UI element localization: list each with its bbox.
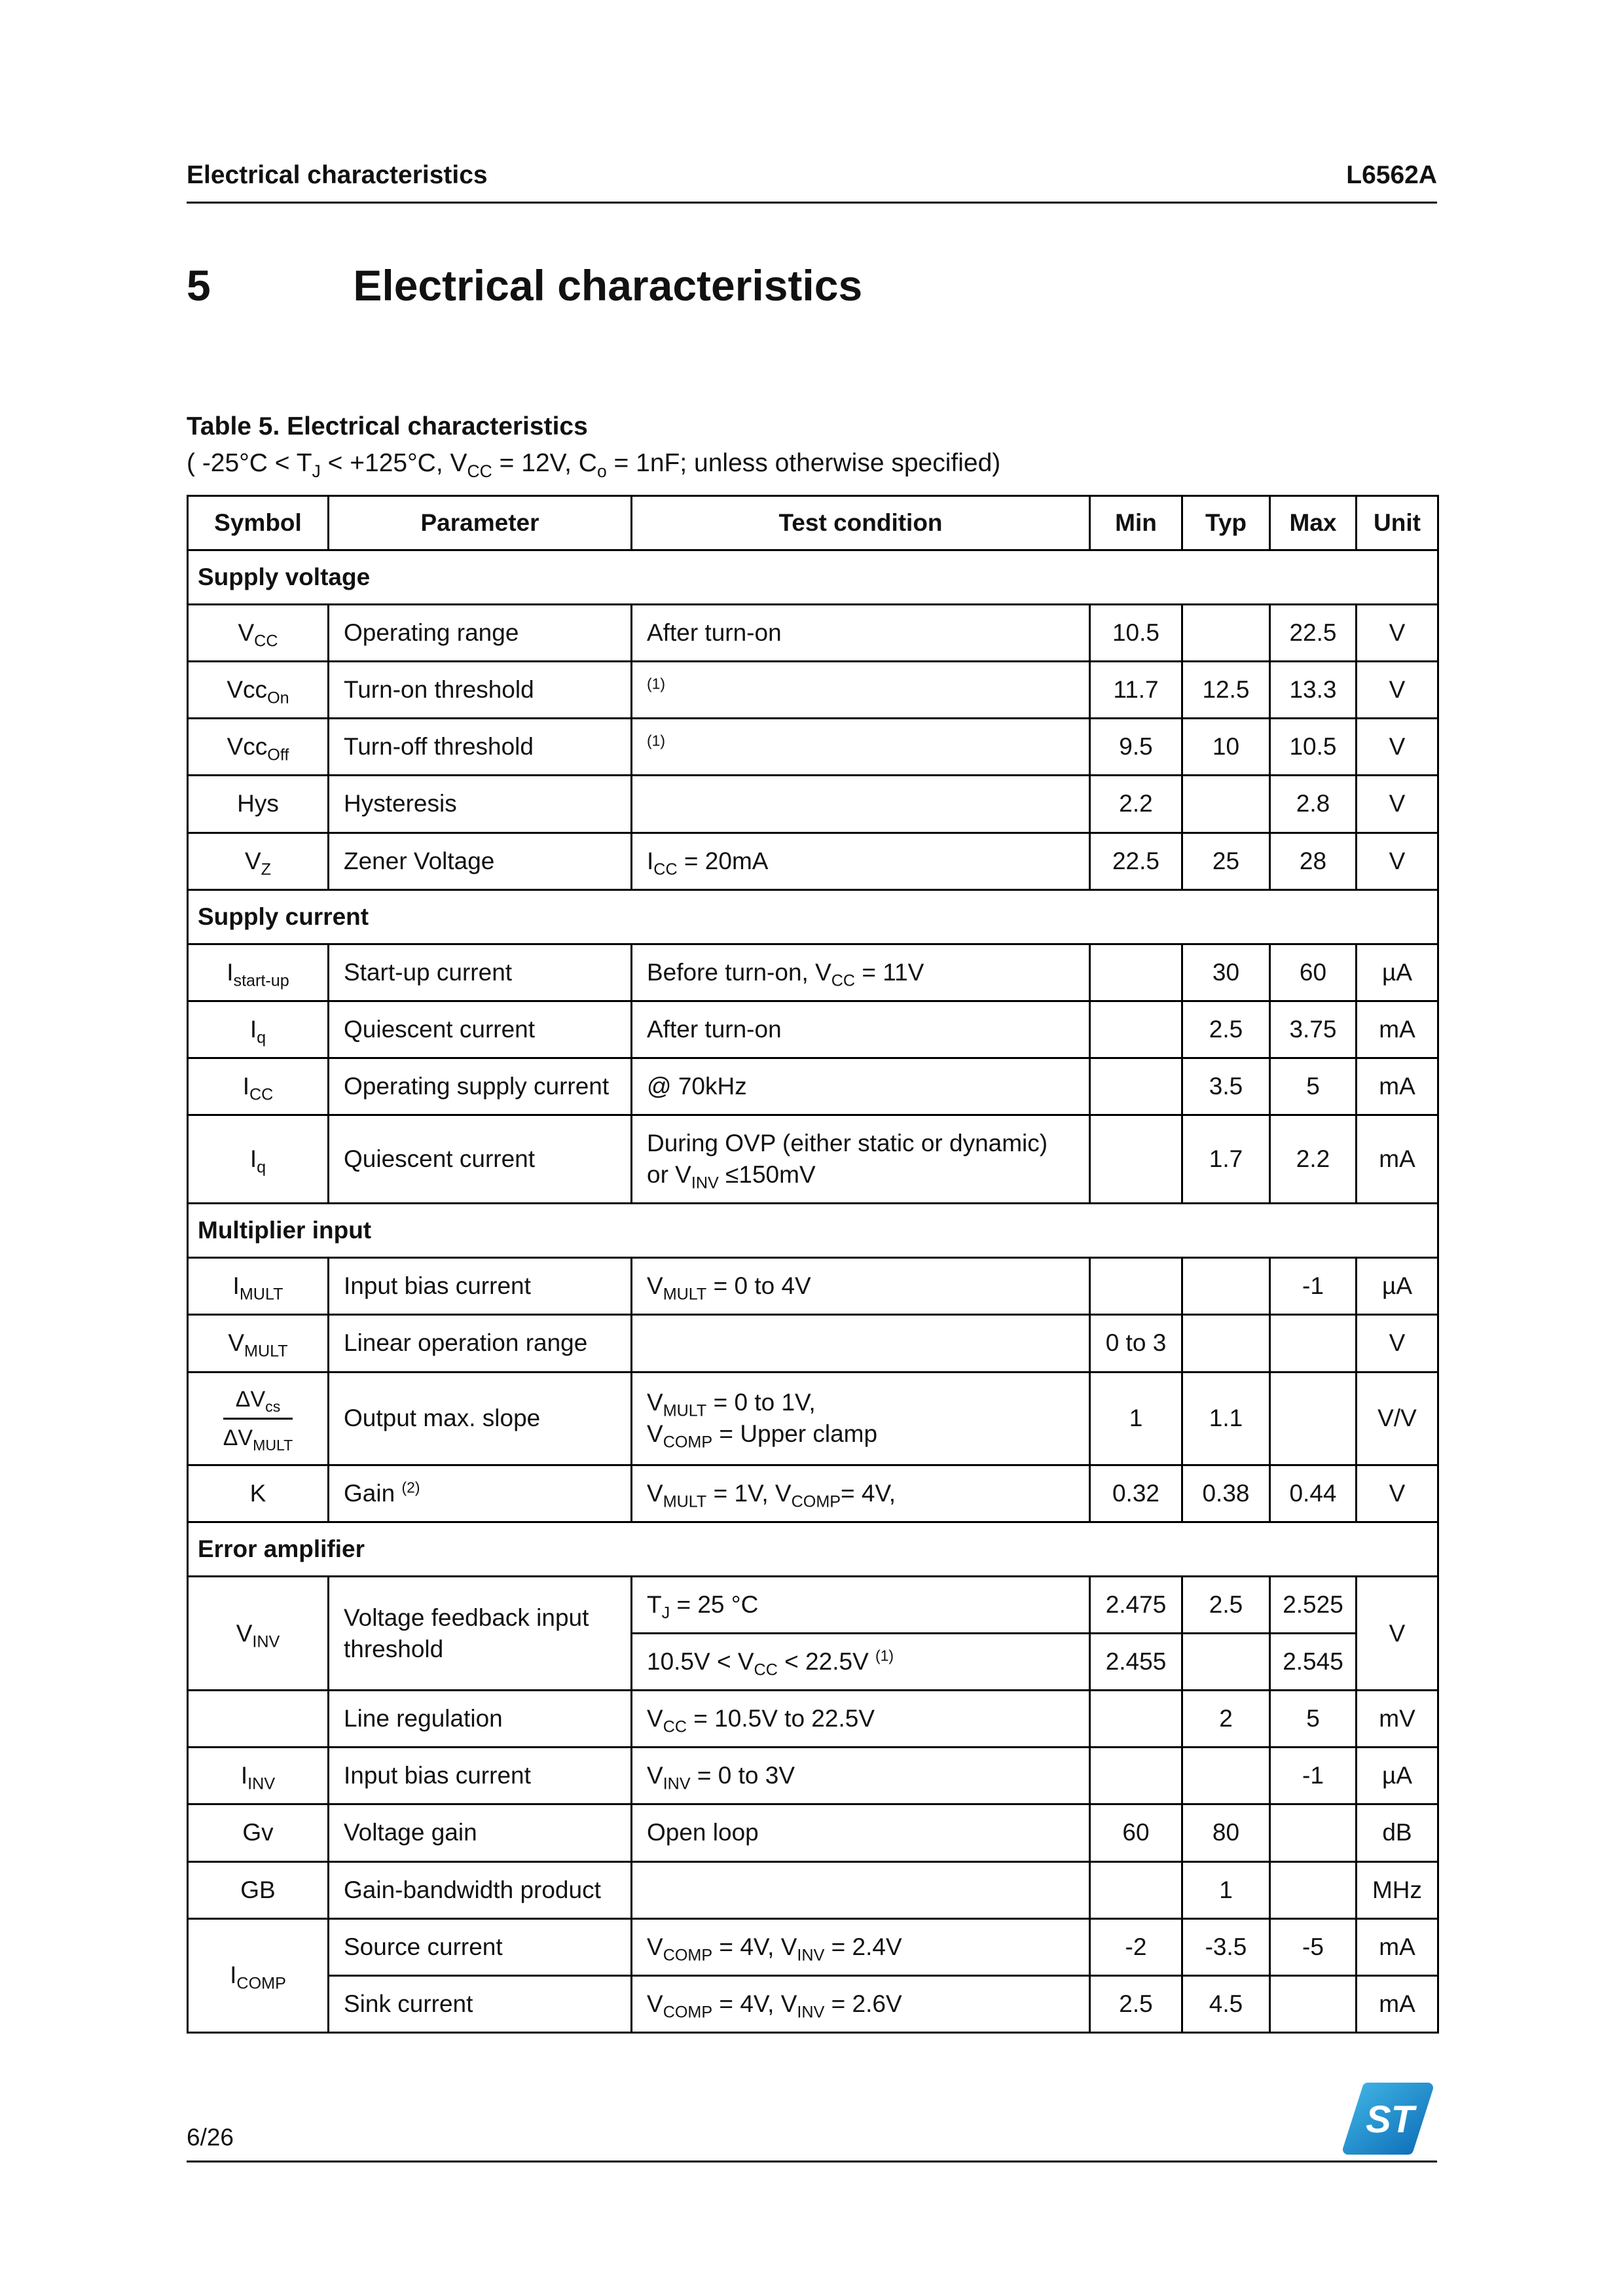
table-cell: [1090, 1748, 1182, 1804]
table-cell: Hys: [188, 776, 329, 833]
table-cell: 2.475: [1090, 1577, 1182, 1634]
table-cell: [1270, 1804, 1357, 1861]
table-cell: Sink current: [329, 1975, 632, 2032]
table-cell: 10: [1182, 719, 1270, 776]
section-title: Supply current: [188, 889, 1438, 944]
table-cell: [632, 1315, 1090, 1372]
table-cell: V/V: [1357, 1372, 1438, 1465]
table-caption: Table 5. Electrical characteristics: [187, 412, 588, 440]
table-cell: Open loop: [632, 1804, 1090, 1861]
table-cell: 80: [1182, 1804, 1270, 1861]
table-cell: [632, 1861, 1090, 1918]
table-row: [188, 1258, 1438, 1315]
table-cell: 4.5: [1182, 1975, 1270, 2032]
table-cell: 1.7: [1182, 1115, 1270, 1204]
page-number: 6/26: [187, 2124, 234, 2151]
table-row: [188, 944, 1438, 1001]
st-logo: [1339, 2082, 1437, 2155]
table-cell: $V_{CC}$: [188, 605, 329, 662]
header-row: [188, 496, 1438, 550]
table-cell: 30: [1182, 944, 1270, 1001]
table-cell: mA: [1357, 1001, 1438, 1058]
table-cell: [1270, 1861, 1357, 1918]
page-footer: [187, 2073, 1437, 2162]
column-header: Max: [1270, 496, 1357, 550]
table-cell: Line regulation: [329, 1691, 632, 1748]
table-cell: Turn-on threshold: [329, 662, 632, 719]
table-cell: [188, 1372, 329, 1465]
column-header: Parameter: [329, 496, 632, 550]
table-cell: 10.5: [1090, 605, 1182, 662]
table-cell: $I_q$: [188, 1001, 329, 1058]
table-cell: 12.5: [1182, 662, 1270, 719]
table-row: [188, 776, 1438, 833]
table-cell: [1270, 1315, 1357, 1372]
table-cell: $I_q$: [188, 1115, 329, 1204]
section-title: Supply voltage: [188, 550, 1438, 605]
table-cell: [1182, 1258, 1270, 1315]
table-cell: V: [1357, 1465, 1438, 1522]
section-row: [188, 1204, 1438, 1258]
table-cell: Input bias current: [329, 1258, 632, 1315]
table-cell: [1090, 1115, 1182, 1204]
table-cell: $V_{COMP} = 4V$, $V_{INV} = 2.4V$: [632, 1918, 1090, 1975]
table-cell: $V_{CC} = 10.5V$ to 22.5V: [632, 1691, 1090, 1748]
table-cell: [1270, 1975, 1357, 2032]
table-cell: $I_{CC} = 20mA$: [632, 833, 1090, 889]
table-cell: mA: [1357, 1918, 1438, 1975]
table-cell: K: [188, 1465, 329, 1522]
table-row: [188, 1918, 1438, 1975]
table-cell: 22.5: [1270, 605, 1357, 662]
table-cell: V: [1357, 605, 1438, 662]
table-cell: Input bias current: [329, 1748, 632, 1804]
table-cell: 2: [1182, 1691, 1270, 1748]
table-cell: Source current: [329, 1918, 632, 1975]
running-header-doc-number: L6562A: [1346, 161, 1437, 189]
table-row: [188, 1577, 1438, 1634]
table-cell: Hysteresis: [329, 776, 632, 833]
table-cell: 3.75: [1270, 1001, 1357, 1058]
table-cell: [1182, 776, 1270, 833]
table-cell: $I_{MULT}$: [188, 1258, 329, 1315]
table-cell: $V_{MULT} = 0$ to 4V: [632, 1258, 1090, 1315]
table-cell: (1): [632, 662, 1090, 719]
table-cell: 11.7: [1090, 662, 1182, 719]
table-row: [188, 662, 1438, 719]
running-header-title: Electrical characteristics: [187, 161, 488, 189]
table-body: [188, 550, 1438, 2033]
table-cell: -5: [1270, 1918, 1357, 1975]
table-cell: dB: [1357, 1804, 1438, 1861]
section-row: [188, 550, 1438, 605]
table-row: [188, 1691, 1438, 1748]
table-cell: $V_{MULT} = 0$ to 1V, $V_{COMP}$ = Upper clamp: [632, 1372, 1090, 1465]
table-cell: 2.525: [1270, 1577, 1357, 1634]
table-head: [188, 496, 1438, 550]
table-cell: [632, 776, 1090, 833]
table-cell: @ 70kHz: [632, 1058, 1090, 1115]
table-cell: -2: [1090, 1918, 1182, 1975]
table-cell: [1090, 1861, 1182, 1918]
column-header: Unit: [1357, 496, 1438, 550]
table-cell: MHz: [1357, 1861, 1438, 1918]
column-header: Typ: [1182, 496, 1270, 550]
table-cell: $I_{CC}$: [188, 1058, 329, 1115]
table-cell: 60: [1270, 944, 1357, 1001]
table-cell: µA: [1357, 1748, 1438, 1804]
table-cell: 0.38: [1182, 1465, 1270, 1522]
table-cell: Gv: [188, 1804, 329, 1861]
table-row: [188, 1372, 1438, 1465]
section-title: Multiplier input: [188, 1204, 1438, 1258]
table-cell: mA: [1357, 1058, 1438, 1115]
section-row: [188, 889, 1438, 944]
table-cell: 2.5: [1182, 1001, 1270, 1058]
table-cell: Gain $^{(2)}$: [329, 1465, 632, 1522]
table-cell: [1090, 1258, 1182, 1315]
table-cell: 28: [1270, 833, 1357, 889]
table-cell: 2.545: [1270, 1634, 1357, 1691]
table-cell: GB: [188, 1861, 329, 1918]
table-cell: V: [1357, 662, 1438, 719]
column-header: Symbol: [188, 496, 329, 550]
table-row: [188, 1861, 1438, 1918]
table-cell: 3.5: [1182, 1058, 1270, 1115]
table-cell: Zener Voltage: [329, 833, 632, 889]
table-cell: -3.5: [1182, 1918, 1270, 1975]
table-cell: Before turn-on, $V_{CC} = 11V$: [632, 944, 1090, 1001]
table-cell: V: [1357, 1577, 1438, 1691]
table-cell: [1090, 1001, 1182, 1058]
table-row: [188, 1001, 1438, 1058]
section-heading: [187, 260, 862, 310]
section-title: Error amplifier: [188, 1522, 1438, 1576]
section-row: [188, 1522, 1438, 1576]
table-cell: Vcc$_{Off}$: [188, 719, 329, 776]
table-cell: $V_{COMP} = 4V$, $V_{INV} = 2.6V$: [632, 1975, 1090, 2032]
table-cell: $I_{INV}$: [188, 1748, 329, 1804]
table-cell: V: [1357, 833, 1438, 889]
table-cell: $10.5V < V_{CC} < 22.5V$ $^{(1)}$: [632, 1634, 1090, 1691]
table-row: [188, 1804, 1438, 1861]
table-cell: [1090, 944, 1182, 1001]
table-cell: $I_{COMP}$: [188, 1918, 329, 2032]
section-heading-title: Electrical characteristics: [353, 261, 863, 310]
table-cell: Operating range: [329, 605, 632, 662]
table-row: [188, 833, 1438, 889]
table-cell: 22.5: [1090, 833, 1182, 889]
table-cell: Output max. slope: [329, 1372, 632, 1465]
table-cell: [188, 1691, 329, 1748]
table-cell: [1182, 1634, 1270, 1691]
table-cell: Quiescent current: [329, 1001, 632, 1058]
table-row: [188, 719, 1438, 776]
table-cell: $I_{start-up}$: [188, 944, 329, 1001]
table-cell: (1): [632, 719, 1090, 776]
fraction-symbol: $\frac{\Delta V_{cs}}{\Delta V_{MULT}}$: [223, 1385, 293, 1452]
table-cell: $V_{MULT} = 1V$, $V_{COMP}= 4V$,: [632, 1465, 1090, 1522]
table-cell: 10.5: [1270, 719, 1357, 776]
table-row: [188, 1465, 1438, 1522]
table-cell: $V_{MULT}$: [188, 1315, 329, 1372]
table-cell: $V_{INV} = 0$ to 3V: [632, 1748, 1090, 1804]
table-cell: -1: [1270, 1748, 1357, 1804]
table-row: [188, 1115, 1438, 1204]
table-cell: Operating supply current: [329, 1058, 632, 1115]
table-cell: [1182, 1315, 1270, 1372]
table-cell: Vcc$_{On}$: [188, 662, 329, 719]
table-cell: Gain-bandwidth product: [329, 1861, 632, 1918]
table-cell: 2.8: [1270, 776, 1357, 833]
table-cell: 1: [1090, 1372, 1182, 1465]
table-cell: $V_{INV}$: [188, 1577, 329, 1691]
running-header: [187, 161, 1437, 204]
table-cell: 2.5: [1182, 1577, 1270, 1634]
column-header: Min: [1090, 496, 1182, 550]
table-cell: 9.5: [1090, 719, 1182, 776]
table-cell: Linear operation range: [329, 1315, 632, 1372]
table-cell: Voltage gain: [329, 1804, 632, 1861]
table-cell: mA: [1357, 1975, 1438, 2032]
table-row: [188, 1058, 1438, 1115]
table-cell: [1270, 1372, 1357, 1465]
table-cell: 1: [1182, 1861, 1270, 1918]
table-cell: [1182, 605, 1270, 662]
table-cell: mA: [1357, 1115, 1438, 1204]
column-header: Test condition: [632, 496, 1090, 550]
table-cell: 2.455: [1090, 1634, 1182, 1691]
table-row: [188, 1315, 1438, 1372]
table-cell: V: [1357, 776, 1438, 833]
table-cell: After turn-on: [632, 1001, 1090, 1058]
table-cell: 0.44: [1270, 1465, 1357, 1522]
table-cell: 5: [1270, 1058, 1357, 1115]
table-cell: [1090, 1691, 1182, 1748]
table-cell: 5: [1270, 1691, 1357, 1748]
electrical-characteristics-table: [187, 495, 1439, 2034]
table-cell: Quiescent current: [329, 1115, 632, 1204]
table-cell: 2.2: [1090, 776, 1182, 833]
table-cell: V: [1357, 1315, 1438, 1372]
table-cell: After turn-on: [632, 605, 1090, 662]
table-row: [188, 1748, 1438, 1804]
table-cell: [1182, 1748, 1270, 1804]
table-cell: 2.2: [1270, 1115, 1357, 1204]
table-cell: Start-up current: [329, 944, 632, 1001]
st-logo-text: ST: [1365, 2098, 1415, 2141]
table-row: [188, 1975, 1438, 2032]
table-cell: 25: [1182, 833, 1270, 889]
table-cell: $T_J = 25$ °C: [632, 1577, 1090, 1634]
table-cell: 60: [1090, 1804, 1182, 1861]
table-cell: Turn-off threshold: [329, 719, 632, 776]
table-cell: $V_Z$: [188, 833, 329, 889]
table-cell: V: [1357, 719, 1438, 776]
table-cell: 2.5: [1090, 1975, 1182, 2032]
table-row: [188, 605, 1438, 662]
table-cell: µA: [1357, 1258, 1438, 1315]
table-cell: -1: [1270, 1258, 1357, 1315]
table-cell: µA: [1357, 944, 1438, 1001]
section-number: 5: [187, 261, 211, 310]
table-cell: 0.32: [1090, 1465, 1182, 1522]
table-cell: [1090, 1058, 1182, 1115]
table-cell: During OVP (either static or dynamic) or $V_{INV} \le 150mV$: [632, 1115, 1090, 1204]
table-cell: 0 to 3: [1090, 1315, 1182, 1372]
table-cell: Voltage feedback input threshold: [329, 1577, 632, 1691]
table-cell: 13.3: [1270, 662, 1357, 719]
table-subcaption: ( $-25^\circ C < T_J < +125^\circ C$, $V_{CC} = 12V$, $C_o = 1nF$; unless otherwise specified): [187, 449, 1001, 481]
table-cell: 1.1: [1182, 1372, 1270, 1465]
table-cell: mV: [1357, 1691, 1438, 1748]
